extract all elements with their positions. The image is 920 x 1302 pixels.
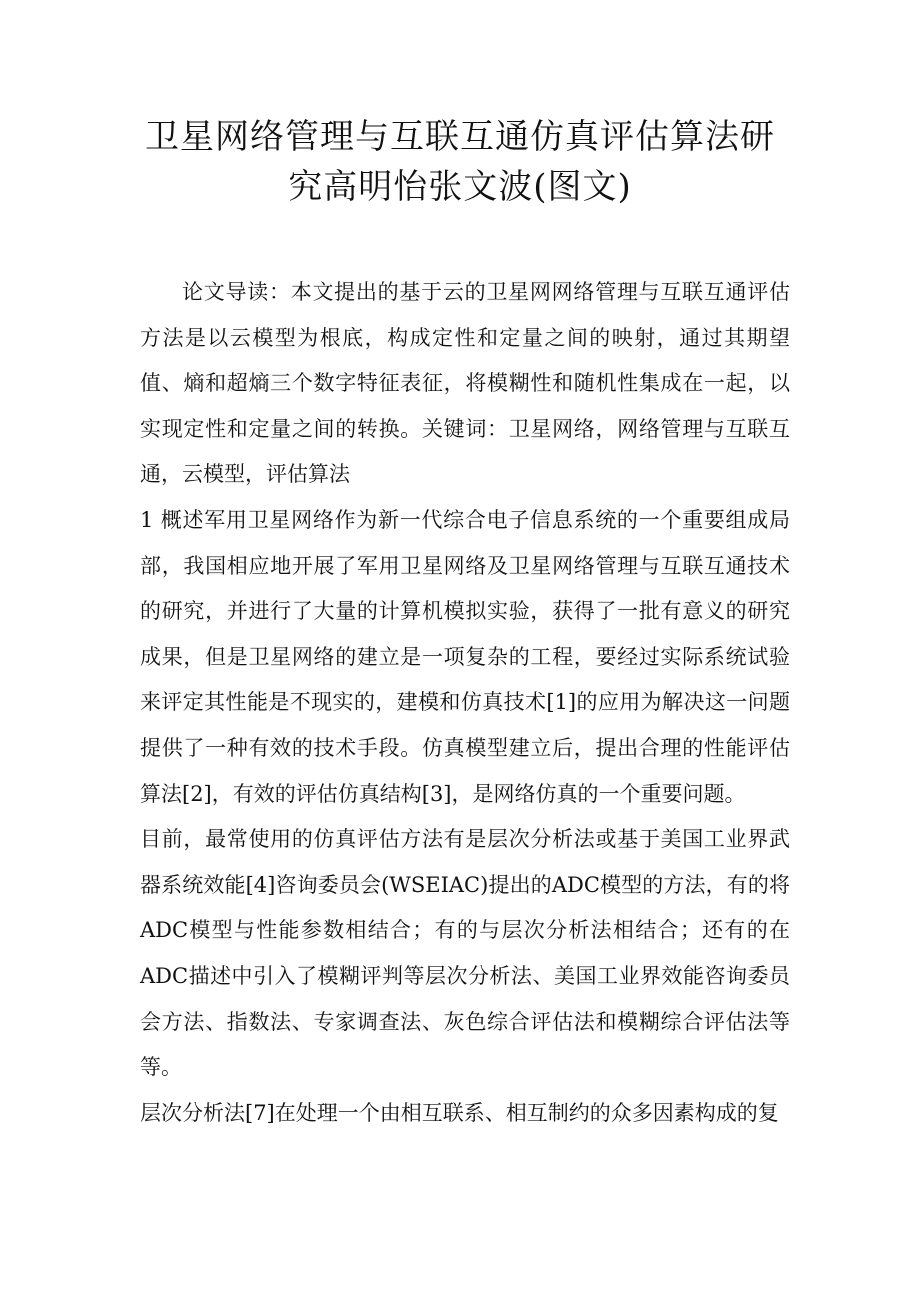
methods-paragraph: 目前，最常使用的仿真评估方法有是层次分析法或基于美国工业界武器系统效能[4]咨询委员会(WSEIAC)提出的ADC模型的方法，有的将ADC模型与性能参数相结合；有的与层次分析法相结合；还有的在ADC描述中引入了模糊评判等层次分析法、美国工业界效能咨询委员会方法、指数法、专家调查法、灰色综合评估法和模糊综合评估法等等。 — [140, 827, 790, 1080]
title-line-1: 卫星网络管理与互联互通仿真评估算法研 — [145, 117, 775, 157]
title-line-2: 究高明怡张文波(图文) — [288, 167, 632, 207]
ahp-paragraph: 层次分析法[7]在处理一个由相互联系、相互制约的众多因素构成的复 — [140, 1100, 779, 1125]
document-title — [100, 112, 820, 212]
abstract-paragraph: 论文导读：本文提出的基于云的卫星网网络管理与互联互通评估方法是以云模型为根底，构成定性和定量之间的映射，通过其期望值、熵和超熵三个数字特征表征，将模糊性和随机性集成在一起，以实现定性和定量之间的转换。关键词：卫星网络，网络管理与互联互通，云模型，评估算法 — [140, 280, 790, 487]
document-body — [140, 270, 790, 1136]
overview-paragraph: 1 概述军用卫星网络作为新一代综合电子信息系统的一个重要组成局部，我国相应地开展了军用卫星网络及卫星网络管理与互联互通技术的研究，并进行了大量的计算机模拟实验，获得了一批有意义的研究成果，但是卫星网络的建立是一项复杂的工程，要经过实际系统试验来评定其性能是不现实的，建模和仿真技术[1]的应用为解决这一问题提供了一种有效的技术手段。仿真模型建立后，提出合理的性能评估算法[2]，有效的评估仿真结构[3]，是网络仿真的一个重要问题。 — [140, 507, 790, 806]
